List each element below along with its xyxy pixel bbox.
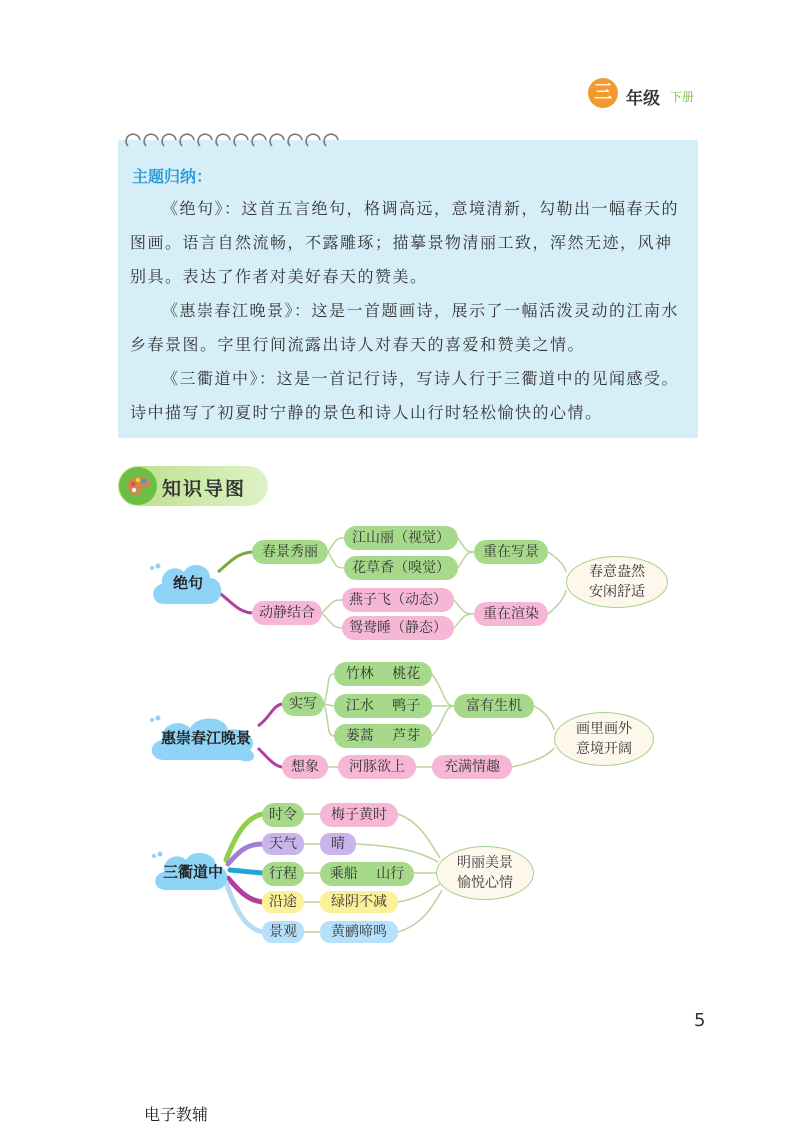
page-number: 5 [694,1010,706,1031]
mindmap-node: 实写 [282,692,324,716]
mindmap-node: 充满情趣 [432,755,512,779]
mindmap-root-juju: 绝句 [172,574,203,592]
mindmap-node: 重在写景 [474,540,548,564]
mindmap-node: 花草香（嗅觉） [344,556,458,580]
mindmap-node: 江水 鸭子 [334,694,432,718]
mindmap-node: 乘船 山行 [320,862,414,886]
mindmap-summary: 春意盎然 安闲舒适 [566,556,668,608]
mindmap-node: 竹林 桃花 [334,662,432,686]
theme-paragraph: 《惠崇春江晚景》：这是一首题画诗，展示了一幅活泼灵动的江南水乡春景图。字里行间流露出诗人对春天的喜爱和赞美之情。 [130,301,680,354]
mindmap-root-huichong: 惠崇春江晚景 [160,729,251,747]
theme-paragraph: 《绝句》：这首五言绝句，格调高远，意境清新，勾勒出一幅春天的图画。语言自然流畅，不露雕琢；描摹景物清丽工致，浑然无迹，风神别具。表达了作者对美好春天的赞美。 [130,199,680,286]
mindmap-node: 沿途 [262,891,304,913]
mindmap-node: 黄鹂啼鸣 [320,921,398,943]
theme-title: 主题归纳： [132,167,213,186]
mindmap-node: 春景秀丽 [252,540,328,564]
mindmap-summary: 画里画外 意境开阔 [554,712,654,766]
mindmap-node: 重在渲染 [474,602,548,626]
mindmap-node: 河豚欲上 [338,755,416,779]
mindmap-node: 鸳鸯睡（静态） [342,616,454,640]
mindmap-node: 绿阴不减 [320,891,398,913]
mindmap-node: 江山丽（视觉） [344,526,458,550]
mindmap-root-sanqu: 三衢道中 [162,863,223,881]
section-title: 知识导图 [162,478,247,500]
volume-label: 下册 [670,90,695,104]
mindmap-node: 蒌蒿 芦芽 [334,724,432,748]
footer-label: 电子教辅 [144,1107,209,1124]
mindmap-node: 想象 [282,755,328,779]
mindmap-node: 晴 [320,833,356,855]
theme-paragraph: 《三衢道中》：这是一首记行诗，写诗人行于三衢道中的见闻感受。诗中描写了初夏时宁静的景色和诗人山行时轻松愉快的心情。 [130,369,680,422]
grade-badge: 三 [588,78,618,108]
mindmap-node: 梅子黄时 [320,803,398,827]
mindmap-node: 景观 [262,921,304,943]
grade-label: 年级 [626,89,660,109]
mindmap-node: 天气 [262,833,304,855]
mindmap-node: 燕子飞（动态） [342,588,454,612]
mindmap-node: 时令 [262,803,304,827]
mindmap-node: 动静结合 [252,601,322,625]
mindmap-node: 富有生机 [454,694,534,718]
mindmap-node: 行程 [262,862,304,886]
mindmap-summary: 明丽美景 愉悦心情 [436,846,534,900]
